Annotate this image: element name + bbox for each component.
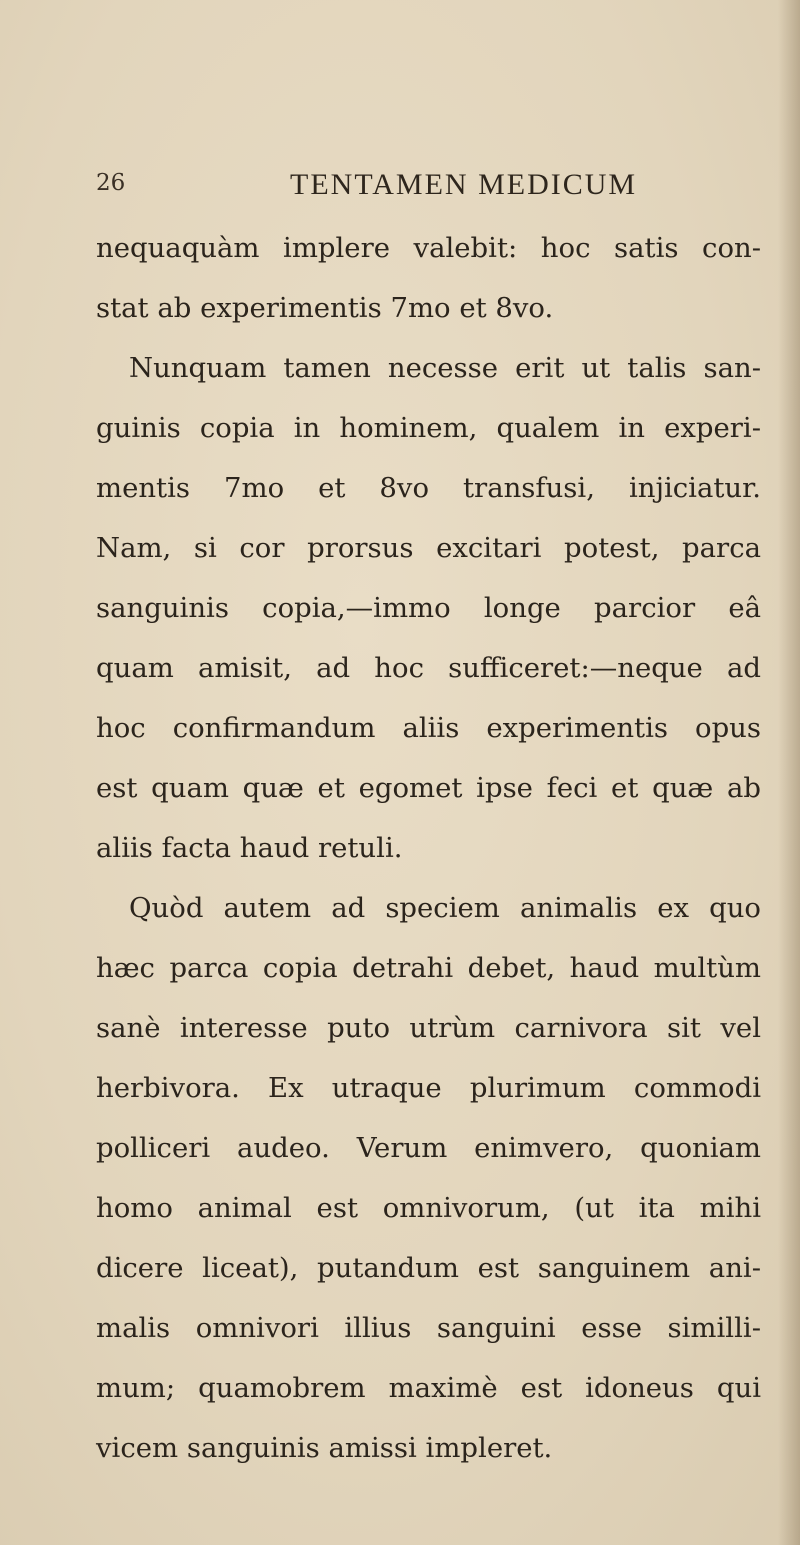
text-line: mum; quamobrem maximè est idoneus qui xyxy=(96,1372,761,1404)
text-line: herbivora. Ex utraque plurimum commodi xyxy=(96,1072,761,1104)
text-line: est quam quæ et egomet ipse feci et quæ ab xyxy=(96,772,761,804)
text-line: quam amisit, ad hoc sufficeret:—neque ad xyxy=(96,652,761,684)
text-line: aliis facta haud retuli. xyxy=(96,832,403,864)
page-edge-shadow xyxy=(778,0,800,1545)
page-number: 26 xyxy=(96,170,126,196)
running-title: TENTAMEN MEDICUM xyxy=(290,168,638,201)
text-line: hoc confirmandum aliis experimentis opus xyxy=(96,712,761,744)
text-line: homo animal est omnivorum, (ut ita mihi xyxy=(96,1192,761,1224)
text-line: malis omnivori illius sanguini esse similli- xyxy=(96,1312,761,1344)
text-line: sanguinis copia,—immo longe parcior eâ xyxy=(96,592,761,624)
text-line: sanè interesse puto utrùm carnivora sit vel xyxy=(96,1012,761,1044)
text-line: hæc parca copia detrahi debet, haud multùm xyxy=(96,952,761,984)
text-line: polliceri audeo. Verum enimvero, quoniam xyxy=(96,1132,761,1164)
page-header xyxy=(96,170,746,200)
text-line: dicere liceat), putandum est sanguinem ani- xyxy=(96,1252,761,1284)
text-line: mentis 7mo et 8vo transfusi, injiciatur. xyxy=(96,472,761,504)
text-line: guinis copia in hominem, qualem in experi- xyxy=(96,412,761,444)
body-text xyxy=(96,218,761,1478)
text-line: Nam, si cor prorsus excitari potest, parca xyxy=(96,532,761,564)
paragraph-start-line: Nunquam tamen necesse erit ut talis san- xyxy=(129,352,761,384)
paragraph-start-line: Quòd autem ad speciem animalis ex quo xyxy=(129,892,761,924)
text-line: stat ab experimentis 7mo et 8vo. xyxy=(96,292,554,324)
text-line: vicem sanguinis amissi impleret. xyxy=(96,1432,553,1464)
text-line: nequaquàm implere valebit: hoc satis con- xyxy=(96,232,761,264)
